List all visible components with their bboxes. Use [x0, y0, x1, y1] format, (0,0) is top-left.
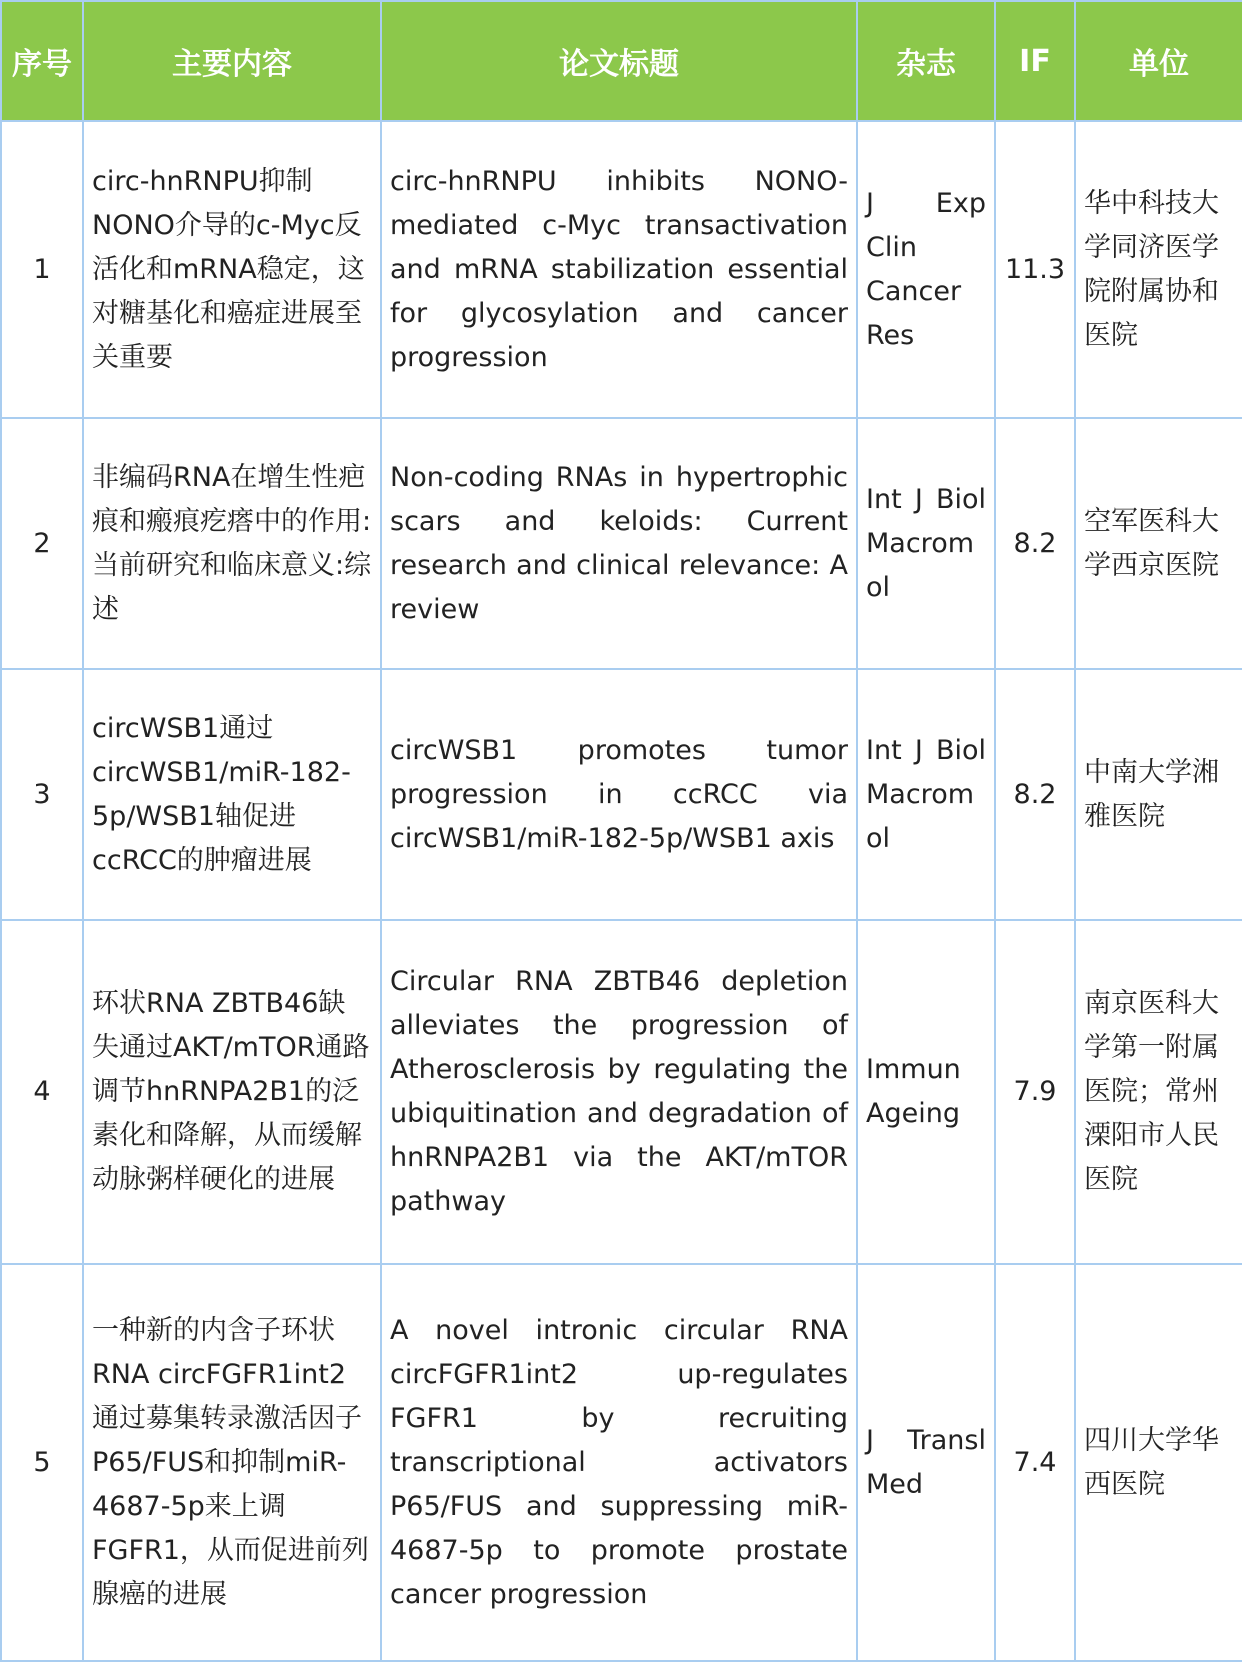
cell-org: 南京医科大学第一附属医院；常州溧阳市人民医院 [1075, 920, 1242, 1264]
table-header [1, 1, 1242, 121]
table-body [1, 121, 1242, 1661]
table-row [1, 920, 1242, 1264]
cell-org: 华中科技大学同济医学院附属协和医院 [1075, 121, 1242, 418]
cell-content: circ-hnRNPU抑制NONO介导的c-Myc反活化和mRNA稳定，这对糖基化和癌症进展至关重要 [83, 121, 381, 418]
cell-content: 非编码RNA在增生性疤痕和瘢痕疙瘩中的作用:当前研究和临床意义:综述 [83, 418, 381, 669]
table-row [1, 1264, 1242, 1661]
cell-journal: J Exp Clin Cancer Res [857, 121, 995, 418]
cell-if: 7.4 [995, 1264, 1075, 1661]
cell-org: 四川大学华西医院 [1075, 1264, 1242, 1661]
cell-index: 1 [1, 121, 83, 418]
cell-org: 中南大学湘雅医院 [1075, 669, 1242, 920]
cell-title: circWSB1 promotes tumor progression in ccRCC via circWSB1/miR-182-5p/WSB1 axis [381, 669, 857, 920]
cell-title: A novel intronic circular RNA circFGFR1int2 up-regulates FGFR1 by recruiting transcriptional activators P65/FUS and suppressing miR-4687-5p to promote prostate cancer progression [381, 1264, 857, 1661]
cell-if: 7.9 [995, 920, 1075, 1264]
cell-content: 环状RNA ZBTB46缺失通过AKT/mTOR通路调节hnRNPA2B1的泛素化和降解，从而缓解动脉粥样硬化的进展 [83, 920, 381, 1264]
cell-title: circ-hnRNPU inhibits NONO-mediated c-Myc transactivation and mRNA stabilization essential for glycosylation and cancer progression [381, 121, 857, 418]
cell-org: 空军医科大学西京医院 [1075, 418, 1242, 669]
cell-index: 4 [1, 920, 83, 1264]
header-title: 论文标题 [381, 1, 857, 121]
header-row [1, 1, 1242, 121]
cell-content: circWSB1通过circWSB1/miR-182-5p/WSB1轴促进ccRCC的肿瘤进展 [83, 669, 381, 920]
header-journal: 杂志 [857, 1, 995, 121]
cell-title: Circular RNA ZBTB46 depletion alleviates the progression of Atherosclerosis by regulating the ubiquitination and degradation of hnRNPA2B1 via the AKT/mTOR pathway [381, 920, 857, 1264]
cell-index: 2 [1, 418, 83, 669]
header-if: IF [995, 1, 1075, 121]
cell-if: 8.2 [995, 418, 1075, 669]
cell-if: 11.3 [995, 121, 1075, 418]
cell-content: 一种新的内含子环状RNA circFGFR1int2通过募集转录激活因子P65/FUS和抑制miR-4687-5p来上调FGFR1，从而促进前列腺癌的进展 [83, 1264, 381, 1661]
table-row [1, 669, 1242, 920]
cell-journal: Int J Biol Macromol [857, 669, 995, 920]
header-org: 单位 [1075, 1, 1242, 121]
table-row [1, 121, 1242, 418]
cell-index: 5 [1, 1264, 83, 1661]
header-content: 主要内容 [83, 1, 381, 121]
cell-journal: J Transl Med [857, 1264, 995, 1661]
cell-if: 8.2 [995, 669, 1075, 920]
cell-journal: Immun Ageing [857, 920, 995, 1264]
table-row [1, 418, 1242, 669]
cell-index: 3 [1, 669, 83, 920]
cell-title: Non-coding RNAs in hypertrophic scars and keloids: Current research and clinical relevance: A review [381, 418, 857, 669]
header-index: 序号 [1, 1, 83, 121]
cell-journal: Int J Biol Macromol [857, 418, 995, 669]
